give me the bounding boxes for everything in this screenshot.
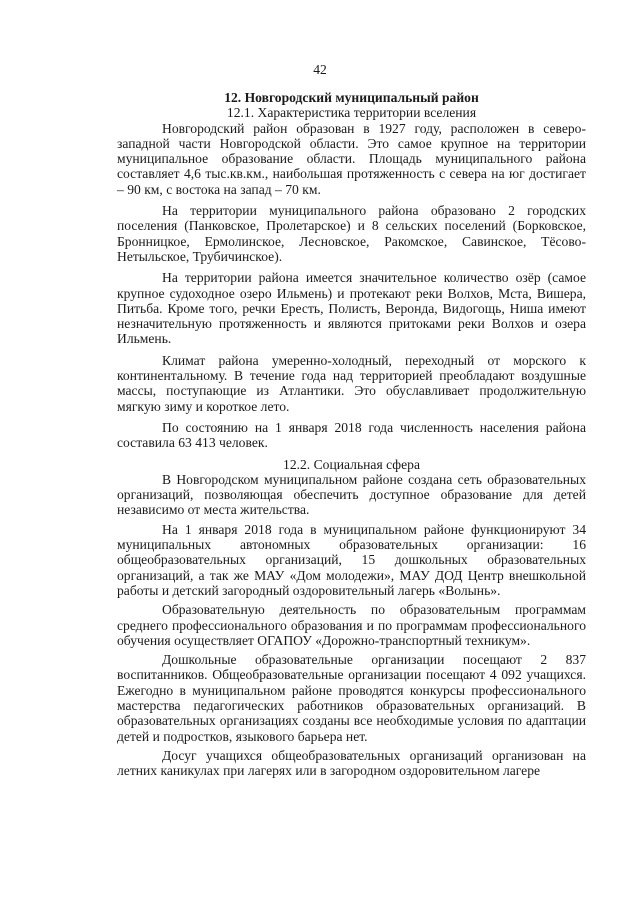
paragraph: На территории муниципального района образовано 2 городских поселения (Панковское, Пролетарское) и 8 сельских поселений (Борковское, Бронницкое, Ермолинское, Лесновское, Ракомское, Савинское, Тёсово-Нетыльское, Трубичинское). [117,203,586,264]
page-number: 42 [313,62,327,77]
paragraph: Новгородский район образован в 1927 году, расположен в северо-западной части Новгородской области. Это самое крупное на территории муниципальное образование области. Площадь муниципального района составляет 4,6 тыс.кв.км., наибольшая протяженность с севера на юг достигает – 90 км, с востока на запад – 70 км. [117,120,586,197]
paragraph: На 1 января 2018 года в муниципальном районе функционируют 34 муниципальных автономных образовательных организации: 16 общеобразовательных организаций, 15 дошкольных образовательных организаций, а так же МАУ «Дом молодежи», МАУ ДОД Центр внешкольной работы и детский загородный оздоровительный лагерь «Волынь». [117,521,586,598]
paragraph: По состоянию на 1 января 2018 года численность населения района составила 63 413 человек. [117,419,586,451]
section-title: 12. Новгородский муниципальный район [224,90,479,105]
paragraph: Досуг учащихся общеобразовательных организаций организован на летних каникулах при лагерях или в загородном оздоровительном лагере [117,747,586,779]
paragraph: Дошкольные образовательные организации посещают 2 837 воспитанников. Общеобразовательные организации посещают 4 092 учащихся. Ежегодно в муниципальном районе проводятся конкурсы профессионального мастерства педагогических работников образовательных организаций. В образовательных организациях созданы все необходимые условия по адаптации детей и подростков, языкового барьера нет. [117,652,586,744]
paragraph: Образовательную деятельность по образовательным программам среднего профессионального образования и по программам профессионального обучения осуществляет ОГАПОУ «Дорожно-транспортный техникум». [117,602,586,648]
paragraph: Климат района умеренно-холодный, переходный от морского к континентальному. В течение года над территорией преобладают воздушные массы, поступающие из Атлантики. Это обуславливает продолжительную мягкую зиму и короткое лето. [117,352,586,414]
paragraph: На территории района имеется значительное количество озёр (самое крупное судоходное озеро Ильмень) и протекают реки Волхов, Мста, Вишера, Питьба. Кроме того, речки Ересть, Полисть, Веронда, Видогощь, Ниша имеют незначительную протяженность и являются притоками реки Волхов и озера Ильмень. [117,270,586,347]
subsection-title: 12.2. Социальная сфера [283,456,420,472]
page-text [117,90,586,778]
paragraph: В Новгородском муниципальном районе создана сеть образовательных организаций, позволяющая обеспечить доступное образование для детей независимо от места жительства. [117,471,586,518]
subsection-title: 12.1. Характеристика территории вселения [226,105,477,121]
